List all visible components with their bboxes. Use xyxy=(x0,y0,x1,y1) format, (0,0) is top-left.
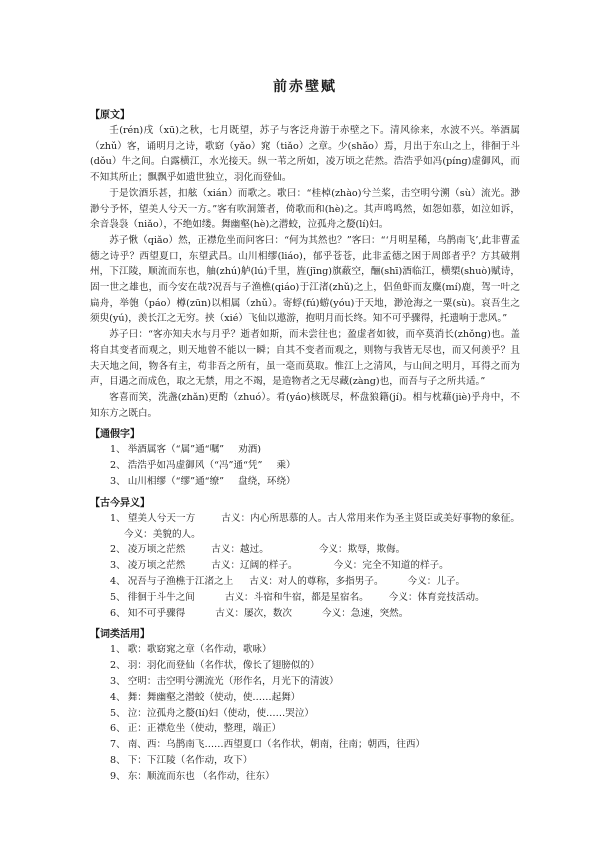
item-text: 凌万顷之茫然 xyxy=(127,544,186,556)
item-text: 歌：歌窈窕之章（名作动，歌咏） xyxy=(127,644,272,656)
item-gu: 古义：内心所思慕的人。古人常用来作为圣主贤臣或美好事物的象征。 xyxy=(221,512,521,524)
item-gu: 古义：对人的尊称，多指男子。 xyxy=(249,575,384,587)
gujin-item xyxy=(90,574,520,590)
item-number: 2、 xyxy=(110,460,126,472)
cilei-item xyxy=(90,737,520,753)
tongjiazi-item xyxy=(90,474,520,490)
item-text: 举酒属客（“属”通“嘱” xyxy=(127,444,225,456)
item-meaning: 乘） xyxy=(276,460,296,472)
page-title: 前赤壁赋 xyxy=(273,79,337,95)
document-page xyxy=(90,76,520,785)
cilei-item xyxy=(90,769,520,785)
cilei-item xyxy=(90,721,520,737)
cilei-item xyxy=(90,753,520,769)
cilei-item xyxy=(90,658,520,674)
cilei-item xyxy=(90,674,520,690)
original-paragraph: 苏子愀（qiǎo）然，正襟危坐而问客曰：“何为其然也？”客曰：“‘月明星稀，乌鹊南飞’,此非曹孟德之诗乎？西望夏口，东望武昌。山川相缪(liáo)，郁乎苍苍，此非孟德之困于周郎者乎？方其破荆州，下江陵，顺流而东也，舳(zhú)舻(lú)千里，旌(jīng)旗蔽空，酾(shī)酒临江，横槊(shuò)赋诗，固一世之雄也，而今安在哉?况吾与子渔樵(qiáo)于江渚(zhǔ)之上，侣鱼虾而友麋(mí)鹿，驾一叶之扁舟，举匏（páo）樽(zūn)以相属（zhǔ）。寄蜉(fú)蝣(yóu)于天地，渺沧海之一粟(sù)。哀吾生之须臾(yú)，羡长江之无穷。挟（xié）飞仙以遨游，抱明月而长终。知不可乎骤得，托遗响于悲风。” xyxy=(90,234,520,325)
item-text: 舞：舞幽壑之潜蛟（使动，使……起舞） xyxy=(127,691,301,703)
item-jin: 今义：美貌的人。 xyxy=(124,528,201,540)
item-number: 6、 xyxy=(110,607,126,619)
item-gu: 古义：屡次，数次 xyxy=(215,607,293,619)
item-text: 望美人兮天一方 xyxy=(127,512,196,524)
item-jin: 今义：体育竞技活动。 xyxy=(388,591,485,603)
item-jin: 今义：急速，突然。 xyxy=(322,607,409,619)
item-number: 3、 xyxy=(110,560,126,572)
item-text: 知不可乎骤得 xyxy=(127,607,186,619)
section-heading-cilei: 【词类活用】 xyxy=(90,629,150,641)
item-jin: 今义：欺辱，欺侮。 xyxy=(318,544,406,556)
item-text: 山川相缪（“缪”通“缭” xyxy=(127,475,225,487)
item-number: 4、 xyxy=(110,691,126,703)
item-text: 南、西：乌鹊南飞……西望夏口（名作状，朝南，往南；朝西，往西） xyxy=(127,739,426,751)
cilei-item xyxy=(90,642,520,658)
gujin-item xyxy=(90,590,520,606)
item-number: 1、 xyxy=(110,512,126,524)
cilei-item xyxy=(90,706,520,722)
gujin-item xyxy=(90,542,520,558)
item-number: 1、 xyxy=(110,444,126,456)
item-number: 3、 xyxy=(110,475,126,487)
gujin-item xyxy=(90,558,520,574)
item-gu: 古义：辽阔的样子。 xyxy=(211,560,298,572)
item-text: 羽：羽化而登仙（名作状，像长了翅膀似的） xyxy=(127,660,320,672)
item-text: 空明：击空明兮溯流光（形作名，月光下的清波） xyxy=(127,675,339,687)
item-number: 4、 xyxy=(110,575,126,587)
item-meaning: 劝酒) xyxy=(238,444,262,456)
tongjiazi-item xyxy=(90,458,520,474)
item-jin: 今义：儿子。 xyxy=(407,575,466,587)
item-jin: 今义：完全不知道的样子。 xyxy=(333,560,449,572)
item-meaning: 盘绕，环绕） xyxy=(238,475,296,487)
gujin-item xyxy=(90,606,520,622)
item-text: 徘徊于斗牛之间 xyxy=(127,591,195,603)
item-text: 东：顺流而东也 （名作动，往东） xyxy=(127,770,275,782)
cilei-item xyxy=(90,690,520,706)
original-paragraph: 苏子曰：“客亦知夫水与月乎？逝者如斯，而未尝往也；盈虚者如彼，而卒莫消长(zhǒng)也。盖将自其变者而观之，则天地曾不能以一瞬；自其不变者而观之，则物与我皆无尽也，而又何羡乎？且夫天地之间，物各有主，苟非吾之所有，虽一毫而莫取。惟江上之清风，与山间之明月，耳得之而为声，目遇之而成色，取之无禁，用之不竭，是造物者之无尽藏(zàng)也，而吾与子之所共适。” xyxy=(90,329,520,388)
item-gu: 古义：斗宿和牛宿，都是星宿名。 xyxy=(224,591,369,603)
item-number: 6、 xyxy=(110,723,126,735)
original-paragraph: 于是饮酒乐甚，扣舷（xián）而歌之。歌曰：“桂棹(zhào)兮兰桨，击空明兮溯（sù）流光。渺渺兮予怀，望美人兮天一方。”客有吹洞箫者，倚歌而和(hè)之。其声鸣鸣然，如怨如慕，如泣如诉，余音袅袅（niǎo），不绝如缕。舞幽壑(hè)之潜蛟，泣孤舟之嫠(lí)妇。 xyxy=(90,187,520,231)
item-text: 浩浩乎如冯虚御风（“冯”通“凭” xyxy=(127,460,263,472)
item-text: 泣：泣孤舟之嫠(lí)妇（使动，使……哭泣） xyxy=(127,707,315,719)
item-text: 正：正襟危坐（使动，整理，端正） xyxy=(127,723,282,735)
item-number: 2、 xyxy=(110,660,126,672)
item-number: 3、 xyxy=(110,675,126,687)
item-number: 7、 xyxy=(110,739,126,751)
item-number: 9、 xyxy=(110,770,126,782)
item-text: 凌万顷之茫然 xyxy=(127,560,186,572)
item-number: 1、 xyxy=(110,644,126,656)
original-paragraph: 客喜而笑，洗盏(zhǎn)更酌（zhuó）。肴(yáo)核既尽，杯盘狼籍(jí)。相与枕藉(jiè)乎舟中，不知东方之既白。 xyxy=(90,391,520,419)
section-heading-original: 【原文】 xyxy=(90,110,130,121)
section-heading-tongjiazi: 【通假字】 xyxy=(90,429,140,441)
tongjiazi-item xyxy=(90,442,520,458)
item-gu: 古义：越过。 xyxy=(211,544,269,556)
item-number: 5、 xyxy=(110,707,126,719)
item-text: 下：下江陵（名作动，攻下） xyxy=(127,754,253,766)
item-text: 况吾与子渔樵于江渚之上 xyxy=(127,575,234,587)
original-paragraph: 壬(rén)戌（xū)之秋，七月既望，苏子与客泛舟游于赤壁之下。清风徐来，水波不兴。举酒属（zhǔ）客，诵明月之诗，歌窈（yǎo）窕（tiǎo）之章。少(shǎo）焉，月出于东山之上，徘徊于斗(dǒu）牛之间。白露横江，水光接天。纵一苇之所如，凌万顷之茫然。浩浩乎如冯(píng)虚御风，而不知其所止；飘飘乎如遗世独立，羽化而登仙。 xyxy=(90,125,520,184)
gujin-item xyxy=(90,511,520,543)
item-number: 8、 xyxy=(110,754,126,766)
section-heading-gujin: 【古今异义】 xyxy=(90,497,150,509)
item-number: 2、 xyxy=(110,544,126,556)
item-number: 5、 xyxy=(110,591,126,603)
